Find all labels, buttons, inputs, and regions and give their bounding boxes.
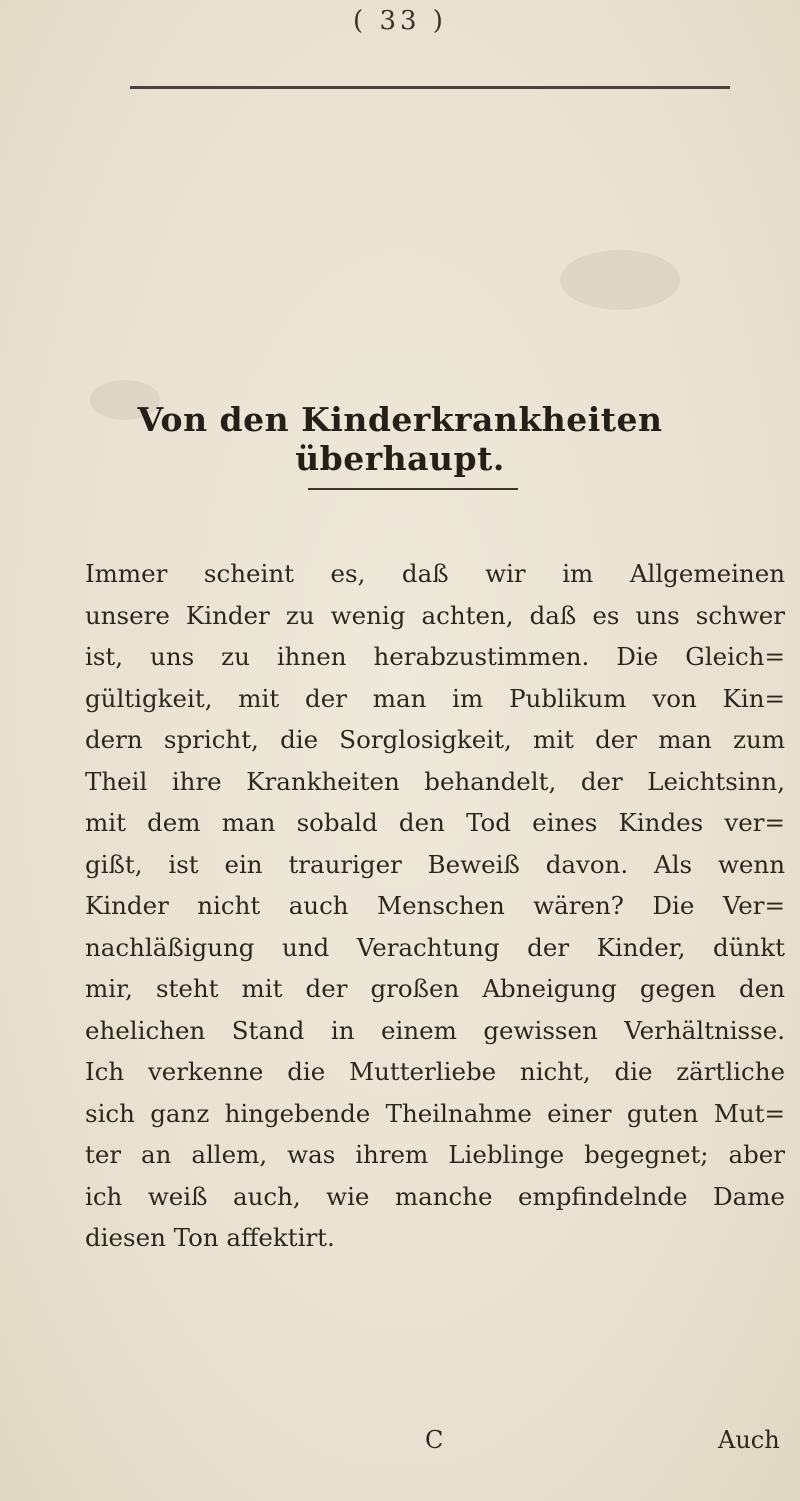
text-line: dern spricht, die Sorglosigkeit, mit der man zum <box>85 725 785 754</box>
text-line: unsere Kinder zu wenig achten, daß es uns schwer <box>85 600 785 630</box>
text-line: gültigkeit, mit der man im Publikum von Kin= <box>85 683 785 713</box>
text-line: Kinder nicht auch Menschen wären? Die Ver= <box>85 891 785 920</box>
text-line: ist, uns zu ihnen herabzustimmen. Die Gleich= <box>85 642 785 671</box>
text-line: ich weiß auch, wie manche empfindelnde Dame <box>85 1181 785 1211</box>
text-line: diesen Ton affektirt. <box>85 1223 335 1252</box>
text-line: Theil ihre Krankheiten behandelt, der Leichtsinn, <box>85 766 785 796</box>
text-line: nachläßigung und Verachtung der Kinder, dünkt <box>85 932 785 962</box>
text-line: ehelichen Stand in einem gewissen Verhältnisse. <box>85 1015 785 1045</box>
text-line: ter an allem, was ihrem Lieblinge begegnet; aber <box>85 1140 785 1169</box>
body-text <box>85 553 785 1259</box>
chapter-heading: Von den Kinderkrankheiten überhaupt. <box>137 400 663 478</box>
text-line: Immer scheint es, daß wir im Allgemeinen <box>85 559 785 588</box>
text-line: Ich verkenne die Mutterliebe nicht, die zärtliche <box>85 1057 785 1086</box>
text-line: gißt, ist ein trauriger Beweiß davon. Als wenn <box>85 849 785 879</box>
paper-stain <box>560 250 680 310</box>
text-line: mir, steht mit der großen Abneigung gegen den <box>85 974 785 1003</box>
catchword: Auch <box>718 1426 780 1454</box>
heading-rule <box>308 488 518 490</box>
signature-mark: C <box>425 1426 444 1454</box>
text-line: sich ganz hingebende Theilnahme einer guten Mut= <box>85 1098 785 1128</box>
top-rule <box>130 86 730 89</box>
page-number: ( 33 ) <box>353 6 447 36</box>
text-line: mit dem man sobald den Tod eines Kindes ver= <box>85 808 785 837</box>
